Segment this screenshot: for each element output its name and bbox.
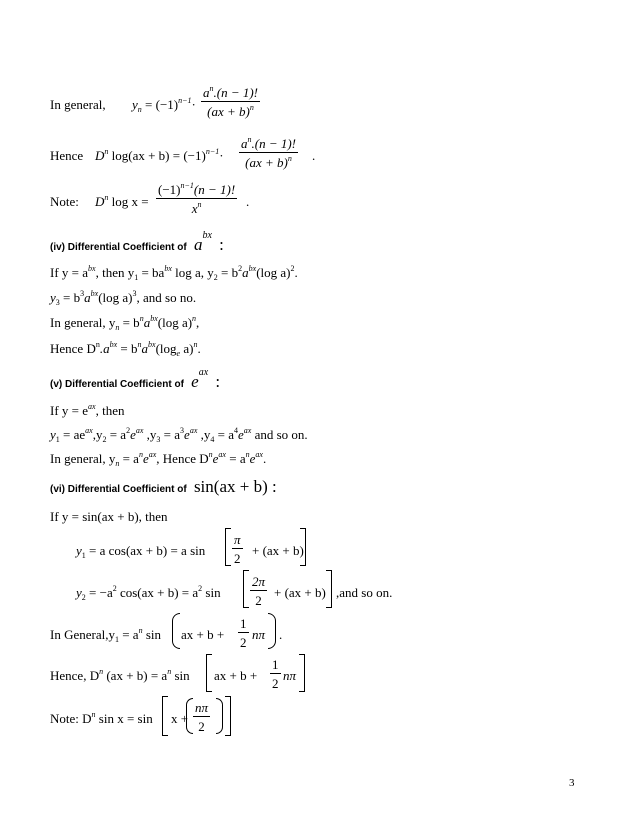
section-vi-heading: (vi) Differential Coefficient of sin(ax + b) :: [50, 477, 277, 496]
section-iv-line-1: If $y = a^{bx}$, then $y_1 = ba^{bx}$ log a, $y_2 = b^2a^{bx}(\log$ a)$^2$.: [50, 264, 298, 282]
line-6-inner: x +: [171, 711, 189, 726]
note-formula-lhs: $D^n$ log x =: [95, 193, 149, 209]
section-v-line-1: If $y = e^{ax}$, then: [50, 402, 125, 418]
section-iv-line-3: In general, $y_n = b^na^{bx}(\log$ a)$^n$,: [50, 314, 200, 332]
line-5-left-bracket: [206, 654, 212, 692]
line-5-fraction: $\frac{1}{2}$: [272, 657, 279, 691]
line-2-fraction: $\frac{\pi}{2}$: [234, 532, 241, 566]
page-number: 3: [569, 777, 575, 789]
section-vi-line-3-lhs: $y_2 = -a^2$ $\cos(ax + b) = a^2$ sin: [76, 584, 221, 602]
section-v-line-2: $y_1 = ae^{ax},y_2 = a^2e^{ax}$ $,y_3 = a^3e^{ax}$ $,y_4 = a^4e^{ax}$ and so on.: [50, 426, 308, 444]
general-formula-fraction: $\frac{a^n.(n - 1)!}{(ax + b)^n}$: [203, 84, 259, 119]
line-3-right-bracket: [326, 570, 332, 608]
section-vi-line-6-lhs: Note: $D^n$ sin x = sin: [50, 710, 153, 726]
line-6-fraction: $\frac{n\pi}{2}$: [195, 700, 209, 734]
line-6-right-bracket: [225, 696, 231, 736]
line-4-inner: ax + b +: [181, 627, 225, 642]
section-vi-line-5-lhs: Hence, $D^n$ $(ax + b) = a^n$ sin: [50, 667, 190, 683]
line-2-right-bracket: [300, 528, 306, 566]
line-5-inner: ax + b +: [214, 668, 258, 683]
section-vi-line-4-lhs: In $General,y_1 = a^n$ sin: [50, 626, 161, 644]
hence-formula-label: Hence: [50, 148, 84, 163]
line-2-left-bracket: [225, 528, 231, 566]
line-2-rest: + (ax + b): [252, 543, 304, 558]
line-4-right-paren: [268, 613, 276, 649]
line-4-end: .: [279, 627, 283, 642]
line-4-fraction: $\frac{1}{2}$: [240, 616, 247, 650]
line-3-end: ,and so on.: [336, 585, 393, 600]
line-3-fraction: $\frac{2\pi}{2}$: [252, 574, 266, 608]
note-formula-label: Note:: [50, 194, 79, 209]
hence-formula-lhs: $D^n$ $\log(ax + b) = (-1)^{n-1}\cdot$: [95, 147, 224, 163]
line-6-right-paren: [216, 698, 223, 734]
section-v-line-3: In general, $y_n = a^ne^{ax}$, Hence $D^ne^{ax} = a^ne^{ax}$.: [50, 450, 267, 468]
hence-formula-end: .: [312, 148, 316, 163]
section-vi-line-1: If y = sin(ax + b), then: [50, 509, 168, 524]
line-5-right-bracket: [299, 654, 305, 692]
section-iv-line-4: Hence $D^n.a^{bx} = b^na^{bx}(\log_e$ a)$^n$.: [50, 340, 201, 358]
line-4-left-paren: [172, 613, 180, 649]
section-vi-line-2-lhs: $y_1 = a$ cos(ax + b) = a sin: [76, 543, 206, 560]
note-formula-fraction: $\frac{(-1)^{n-1}(n - 1)!}{x^n}$: [158, 181, 236, 216]
line-3-left-bracket: [243, 570, 249, 608]
general-formula-label: In general,: [50, 97, 106, 112]
line-6-left-bracket: [162, 696, 168, 736]
line-4-tail: nπ: [252, 627, 266, 642]
line-5-tail: nπ: [283, 668, 297, 683]
hence-formula-fraction: $\frac{a^n.(n - 1)!}{(ax + b)^n}$: [241, 135, 297, 170]
section-iv-line-2: $y_3 = b^3a^{bx}(\log$ a)$^3$, and so no.: [50, 289, 197, 307]
line-3-rest: + (ax + b): [274, 585, 326, 600]
line-6-left-paren: [186, 698, 193, 734]
section-iv-heading: (iv) Differential Coefficient of $a^{bx}$ :: [50, 230, 224, 254]
note-formula-end: .: [246, 194, 250, 209]
section-v-heading: (v) Differential Coefficient of $e^{ax}$ :: [50, 367, 221, 391]
general-formula-lhs: $y_n = (-1)^{n-1}\cdot$: [132, 96, 196, 114]
